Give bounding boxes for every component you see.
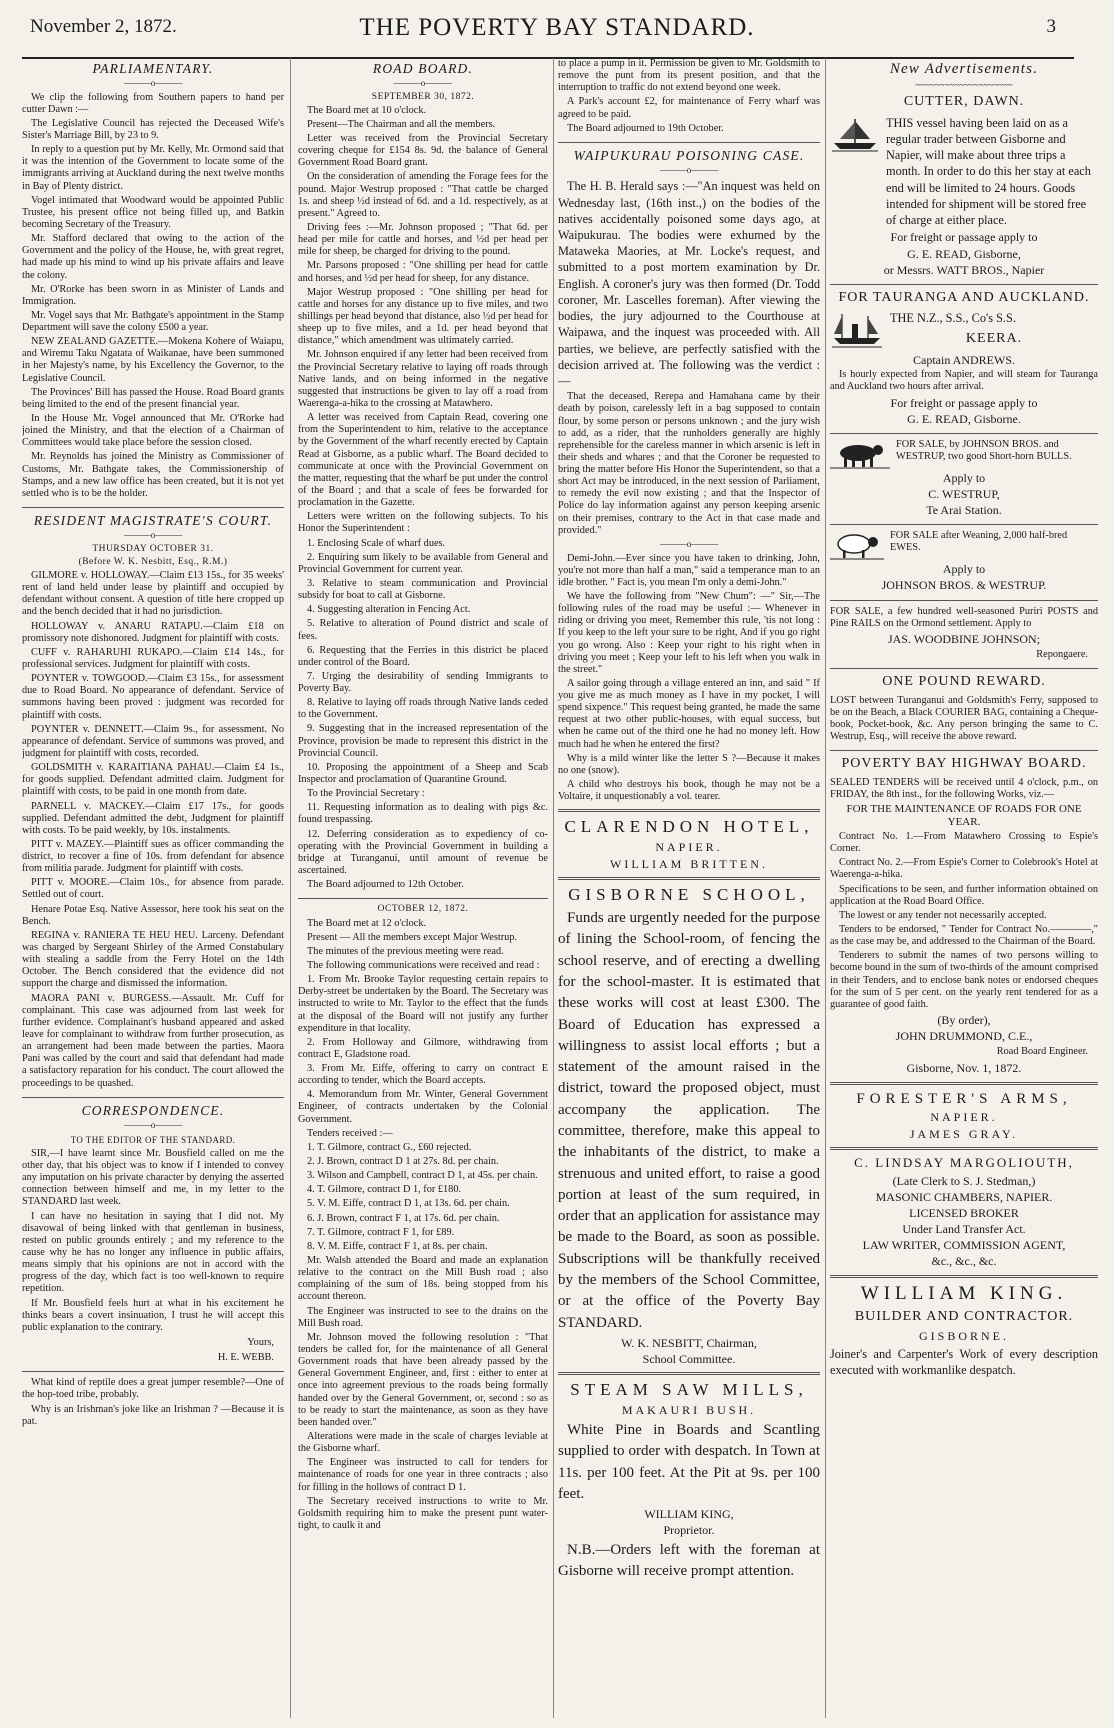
ad-note: N.B.—Orders left with the foreman at Gisborne will receive prompt attention. [558,1541,820,1579]
paragraph: A child who destroys his book, though he may not be a Voltaire, it unquestionably a vol. tearer. [558,779,820,803]
ad-line: Under Land Transfer Act. [902,1222,1026,1237]
paragraph: Mr. Reynolds has joined the Ministry as Commissioner of Customs, Mr. Bathgate takes, the Commissionership of Stamps, and a new law office has been created, but it is not yet settled who is to be the holder. [22,451,284,499]
ad-saw-mills [558,1381,820,1582]
paragraph: 7. T. Gilmore, contract F 1, for £89. [307,1226,455,1238]
ad-foresters-arms [830,1091,1098,1142]
paragraph: We have the following from "New Chum": —" Sir,—The following rules of the road may be useful :— Whenever in riding or driving you meet, Remember this rule, 'tis not long : If you keep to the left your sure to be right, And if you go right you go wrong. Also : Keep your right to his right when in driving you meet ; Keep your left to his left when you walk in the street." [558,590,820,675]
sheep-icon [830,530,884,560]
ad-contract: Contract No. 2.—From Espie's Corner to Colebrook's Hotel at Waerenga-a-hika. [830,857,1098,881]
column-3 [558,58,820,1718]
ad-line: (Late Clerk to S. J. Stedman,) [892,1173,1036,1188]
ad-text: Tenders to be endorsed, " Tender for Contract No.————," as the case may be, and addressed to the Chairman of the Board. [830,923,1098,948]
ad-rule [830,524,1098,525]
article-parliamentary [22,92,284,501]
ad-captain: Captain ANDREWS. [913,353,1015,368]
paragraph: 5. V. M. Eiffe, contract D 1, at 13s. 6d. per chain. [307,1198,510,1210]
article-road-board-october [298,918,548,1533]
ad-title: GISBORNE SCHOOL, [568,885,810,905]
ad-text-block [890,310,1098,351]
ad-text: The lowest or any tender not necessarily accepted. [839,909,1047,921]
ornament-divider: ~~~~~~~~~~~~~~~~~~~~ [915,79,1013,90]
ad-subtitle: FOR THE MAINTENANCE OF ROADS FOR ONE YEAR. [846,803,1082,829]
paragraph: Major Westrup proposed : "One shilling per head for cattle and horses for any distance up to five miles, and two shillings per head beyond that distance, also ½d per head for sheep up to five miles, and a 1d. per head beyond that distance," which amendment was ultimately carried. [298,286,548,347]
sailing-ship-icon [830,115,880,153]
paragraph: In the House Mr. Vogel announced that Mr. O'Rorke had joined the Ministry, and that the election of a Chairman of Committees would take place before the session closed. [22,413,284,449]
ad-agent: G. E. READ, Gisborne, [907,246,1021,261]
paragraph: I can have no hesitation in saying that I did not. My disavowal of being linked with that gentleman in business, rested on public grounds entirely ; and my reference to the cause why he has no longer any influence in public affairs, means simply that his opinions are not in accord with the progress of the day, which fact is too well-known to require repetition. [22,1210,284,1295]
meeting-date: OCTOBER 12, 1872. [377,904,469,915]
paragraph: 7. Urging the desirability of sending Immigrants to Poverty Bay. [298,670,548,695]
ad-subtitle: BUILDER AND CONTRACTOR. [854,1308,1074,1324]
column-2 [298,58,548,1718]
paragraph: The Board adjourned to 19th October. [567,122,724,134]
paragraph: GOLDSMITH v. KARAITIANA PAHAU.—Claim £4 1s., for goods supplied. Defendant admitted claim. Judgment for plaintiff with costs, to be paid in one month from date. [22,762,284,798]
paragraph: 4. Suggesting alteration in Fencing Act. [307,604,471,616]
ad-body [830,530,1098,560]
joke: What kind of reptile does a great jumper resemble?—One of the hop-toed tribe, probably. [22,1377,284,1401]
ad-title: STEAM SAW MILLS, [570,1380,808,1400]
paragraph: If Mr. Bousfield feels hurt at what in his excitement he thinks bears a covert insinuation, I trust he will accept this public explanation to the contrary. [22,1297,284,1333]
letter-signature: H. E. WEBB. [217,1352,274,1364]
ad-role: Road Board Engineer. [996,1046,1088,1058]
paragraph: A letter was received from Captain Read, covering one from the Superintendent to him, relative to the acceptance by the Government of the wharf recently erected by Captain Read at Gisborne, as a public wharf. The Board decided to communicate at once with the Provincial Government on the matter, requesting that the wharf be put under the control of the Board ; and that a scale of fees be forwarded for proclamation in the Gazette. [298,412,548,509]
ad-rule [558,809,820,812]
joke: Why is an Irishman's joke like an Irishman ? —Because it is pat. [22,1403,284,1427]
ad-place: NAPIER. [655,840,723,855]
paragraph: Mr. Johnson moved the following resolution : "That tenders be called for, for the maintenance of all General Government roads that have been already passed by the General Government Engineer, and, first : either to enter at once into agreement previous to the roads being formally handed over by the General Government, or, second : so as to be ready to start the maintenance, as soon as they have been handed over." [298,1331,548,1428]
ad-name: C. WESTRUP, [928,486,1000,501]
ad-title: POVERTY BAY HIGHWAY BOARD. [841,756,1087,772]
ad-title: CUTTER, DAWN. [903,94,1025,110]
paragraph: The H. B. Herald says :—"An inquest was held on Wednesday last, (16th inst.,) on the bodies of the natives accidentally poisoned some days ago, at Waipukurau. The bodies were exhumed by the Mataweka Maories, at Mr. Locke's request, and submitted to a post mortem examination by Dr. English. A coroner's jury was then formed (Dr. Todd coroner, Mr. Lascelles foreman). After viewing the bodies, the jury adjourned to the Courthouse at Waipawa, and the inquest was proceeded with. All parties, we believe, are perfectly satisfied with the decision arrived at. The following was the verdict :— [558,179,820,388]
newspaper-title: THE POVERTY BAY STANDARD. [359,14,755,41]
ad-text: FOR SALE after Weaning, 2,000 half-bred EWES. [890,530,1068,554]
paragraph: We clip the following from Southern papers to hand per cutter Dawn :— [22,91,284,115]
ad-cutter-dawn [830,94,1098,277]
paragraph: POYNTER v. TOWGOOD.—Claim £3 15s., for assessment due to Road Board. No appearance of defendant. Service of summons having been proved : judgment was recorded for plaintiff with costs. [22,673,284,721]
paragraph: Tenders received :— [307,1127,393,1139]
paragraph: A sailor going through a village entered an inn, and said " If you give me as much money as I have in my pocket, I will spend sixpence." This request being granted, he made the same request at two other public-houses, with equal success, but when he came out of the third one he had no money left. How much had he when he entered the first? [558,677,820,750]
ad-text: Funds are urgently needed for the purpose of lining the School-room, of fencing the school reserve, and of erecting a dwelling for the school-master. It is estimated that these works will cost at least £300. The Board of Education has expressed a willingness to assist local efforts ; but a statement of the amount raised in the district, toward the proposed object, must accompany the application. The committee, therefore, make this appeal to the inhabitants of the district, to make a strenuous and united effort, to raise a good portion at least of the sum required, in order that an application for assistance may be made to the Board, as soon as possible. Subscriptions will be thankfully received by the members of the School Committee, or at the office of the Poverty Bay STANDARD. [558,910,820,1331]
ad-gisborne-school [558,886,820,1366]
section-heading-new-advertisements: New Advertisements. [889,61,1039,77]
ad-bulls [830,439,1098,517]
paragraph: 4. Memorandum from Mr. Winter, General Government Engineer, of contracts undertaken by the Colonial Government. [298,1089,548,1125]
paragraph: REGINA v. RANIERA TE HEU HEU. Larceny. Defendant was charged by Sergeant Shirley of the Armed Constabulary with stealing a saddle from the Ferry Hotel on the 14th October. The Bench considered that the evidence did not support the charge and dismissed the information. [22,929,284,990]
page-number: 3 [1046,16,1056,37]
ad-signature: WILLIAM KING, [644,1507,734,1522]
article-court [22,570,284,1090]
paragraph: Mr. Vogel says that Mr. Bathgate's appointment in the Stamp Department will save the colony £500 a year. [22,309,284,334]
paragraph: 5. Relative to alteration of Pound district and scale of fees. [298,618,548,642]
ad-rule [830,433,1098,434]
paragraph: 1. T. Gilmore, contract G., £60 rejected. [307,1141,472,1153]
ad-text: SEALED TENDERS will be received until 4 o'clock, p.m., on FRIDAY, the 8th inst., for the following Works, viz.— [830,776,1098,800]
ad-text: Is hourly expected from Napier, and will steam for Tauranga and Auckland two hours after arrival. [830,369,1098,393]
ad-signature: W. K. NESBITT, Chairman, [621,1335,757,1350]
letter-closing: Yours, [247,1336,274,1348]
paragraph: In reply to a question put by Mr. Kelly, Mr. Ormond said that it was the intention of the Government to locate some of the immigrants arriving at Auckland during the next twelve months in Bay of Plenty district. [22,144,284,192]
ad-name: JOHNSON BROS. & WESTRUP. [881,578,1047,593]
paragraph: 9. Suggesting that in the increased representation of the Province, provision be made to represent this district in the Provincial Council. [298,723,548,759]
paragraph: Demi-John.—Ever since you have taken to drinking, John, you're not more than half a man," said a temperance man to an idle brother. " Fact is, you mean I'm only a demi-John." [558,552,820,588]
ad-owner: JAMES GRAY. [909,1127,1019,1142]
steamship-icon [830,310,884,350]
paragraph: 8. V. M. Eiffe, contract F 1, at 8s. per chain. [307,1240,488,1252]
ad-text: White Pine in Boards and Scantling supplied to order with despatch. In Town at 11s. per 100 feet. At the Pit at 9s. per 100 feet. [558,1422,820,1502]
ad-ewes [830,530,1098,592]
ad-rule [830,1082,1098,1085]
letter-address: TO THE EDITOR OF THE STANDARD. [70,1135,236,1146]
ornament-divider: ———o——— [659,164,719,175]
ad-text: THIS vessel having been laid on as a regular trader between Gisborne and Napier, will make about three trips a month. In order to do this her stay at each end will be limited to 24 hours. Goods intended for shipment will be stored free of charge at either place. [886,115,1091,228]
paragraph: HOLLOWAY v. ANARU RATAPU.—Claim £18 on promissory note dishonored. Judgment for plaintiff with costs. [22,620,284,644]
paragraph: 3. From Mr. Eiffe, offering to carry on contract E according to tender, which the Board accepts. [298,1063,548,1087]
paragraph: The Secretary received instructions to write to Mr. Goldsmith requiring him to make the present punt water-tight, to caulk it and [298,1495,548,1531]
paragraph: 6. J. Brown, contract F 1, at 17s. 6d. per chain. [307,1212,500,1224]
ad-clarendon-hotel [558,818,820,871]
paragraph: 1. Enclosing Scale of wharf dues. [307,537,446,549]
column-rule [825,58,826,1718]
paragraph: Mr. Walsh attended the Board and made an explanation relative to the contract on the Mill Bush road ; also complaining of the sum of 18s. being stopped from his account thereon. [298,1255,548,1303]
paragraph: The Legislative Council has rejected the Deceased Wife's Sister's Marriage Bill, by 23 to 9. [22,117,284,141]
paragraph: to place a pump in it. Permission be given to Mr. Goldsmith to remove the punt from its present position, and that the interruption to traffic do not extend beyond one week. [558,58,820,94]
ad-title: FORESTER'S ARMS, [856,1090,1072,1107]
ad-text: Tenderers to submit the names of two persons willing to become bound in the sum of two-thirds of the amount comprised in their Tenders, and to enclose bank notes or endorsed cheques for the sum of 5 per cent. on the yearly rent tendered for as a guarantee of good faith. [830,950,1098,1010]
ornament-divider: ———o——— [123,1119,183,1130]
ad-contract: Contract No. 1.—From Matawhero Crossing to Espie's Corner. [830,830,1098,855]
paragraph: The Engineer was instructed to see to the drains on the Mill Bush road. [298,1305,548,1329]
ad-title: FOR TAURANGA AND AUCKLAND. [838,289,1090,305]
paragraph: 2. Enquiring sum likely to be available from General and Provincial Government for current year. [298,551,548,575]
paragraph: The Provinces' Bill has passed the House. Road Board grants being limited to the end of the present financial year. [22,386,284,410]
ad-place: MAKAURI BUSH. [621,1402,757,1417]
ad-lindsay-margoliouth [830,1156,1098,1268]
ad-text: FOR SALE, by JOHNSON BROS. and WESTRUP, two good Short-horn BULLS. [896,438,1072,462]
ship-name: KEERA. [965,330,1023,346]
ad-line: &c., &c., &c. [931,1254,997,1269]
ad-signature-role: School Committee. [642,1352,736,1367]
column-rule [553,58,554,1718]
ad-rule [830,1275,1098,1278]
ad-line: MASONIC CHAMBERS, NAPIER. [875,1189,1053,1204]
ad-text: LOST between Turanganui and Goldsmith's Ferry, supposed to be on the Beach, a Black COURIER BAG, containing a Cheque-book, Pocket-book, &c. Any person bringing the same to C. Westrup, Esq., will receive the above reward. [830,694,1098,743]
paragraph: The Board adjourned to 12th October. [307,879,464,891]
paragraph: The following communications were received and read : [307,959,540,971]
ad-signature-role: Proprietor. [663,1523,715,1538]
paragraph: Henare Potae Esq. Native Assessor, here took his seat on the Bench. [22,903,284,927]
paragraph: POYNTER v. DENNETT.—Claim 9s., for assessment. No appearance of defendant. Service of summons was proved, and judgment for plaintiff with costs, recorded. [22,723,284,759]
paragraph: Present—The Chairman and all the members. [307,118,496,130]
ad-rule [558,877,820,880]
ad-line: LAW WRITER, COMMISSION AGENT, [862,1238,1066,1253]
ad-name: JOHN DRUMMOND, C.E., [895,1029,1033,1044]
section-heading-road-board: ROAD BOARD. [372,61,474,76]
paragraph: Mr. Johnson enquired if any letter had been received from the Provincial Secretary relative to laying off roads through Native lands, and on being informed in the negative suggested that instructions be given to lay off a road from Waerenga-a-hika to the crossing at Matawhero. [298,349,548,409]
paragraph: Alterations were made in the scale of charges leviable at the Gisborne wharf. [298,1431,548,1455]
ad-title: CLARENDON HOTEL, [564,817,814,837]
section-heading-parliamentary: PARLIAMENTARY. [92,61,214,76]
ad-order: (By order), [937,1012,991,1027]
paragraph: 2. From Holloway and Gilmore, withdrawing from contract E, Gladstone road. [298,1036,548,1060]
section-heading-poisoning: WAIPUKURAU POISONING CASE. [573,147,805,163]
paragraph: 3. Relative to steam communication and Provincial subsidy for boat to call at Gisborne. [298,577,548,602]
paragraph: A Park's account £2, for maintenance of Ferry wharf was agreed to be paid. [558,96,820,120]
ad-place: Te Arai Station. [926,503,1002,518]
ad-line: For freight or passage apply to [890,230,1038,245]
paragraph: Vogel intimated that Woodward would be appointed Public Trustee, his present office not being filled up, and Batkin becoming Secretary of the Treasury. [22,194,284,230]
ad-body [830,439,1098,469]
paragraph: The Board met at 10 o'clock. [307,104,427,116]
paragraph: 6. Requesting that the Ferries in this district be placed under control of the Board. [298,644,548,668]
paragraph: Why is a mild winter like the letter S ?—Because it makes no one (snow). [558,752,820,776]
paragraph: Mr. Parsons proposed : "One shilling per head for cattle and horses, and ½d per head for sheep, for any distance. [298,260,548,284]
column-1 [22,58,284,1718]
ad-line: For freight or passage apply to [890,395,1038,410]
ad-text: THE N.Z., S.S., Co's S.S. [890,311,1016,326]
paragraph: 2. J. Brown, contract D 1 at 27s. 8d. per chain. [307,1156,499,1168]
issue-date: November 2, 1872. [30,16,177,37]
paragraph: Letters were written on the following subjects. To his Honor the Superintendent : [298,511,548,535]
paragraph: That the deceased, Rerepa and Hamahana came by their death by poison, carelessly left in a bag supposed to contain flour, by some person or persons unknown ; and the jury wish to add, as a rider, that the runholders generally are highly reprehensible for the careless manner in which arsenic is left in their sheds and whares ; and that the Coroner be requested to bring the matter before His Honor the Superintendent, so that a short Act may be introduced, in the next session of Parliament, to remedy the evil now existing ; and that the Inspector of Police do lay information against any person keeping arsenic on their premises, contrary to the Act in that case made and provided." [558,391,820,536]
paragraph: 8. Relative to laying off roads through Native lands ceded to the Government. [298,697,548,721]
section-heading-correspondence: CORRESPONDENCE. [81,1102,225,1118]
paragraph: 3. Wilson and Campbell, contract D 1, at 45s. per chain. [307,1170,538,1182]
ad-rule [830,284,1098,285]
column-4 [830,58,1098,1718]
section-rule [558,142,820,143]
ad-owner: WILLIAM BRITTEN. [610,857,768,872]
article-correspondence [22,1148,284,1364]
ad-place: Repongaere. [1036,649,1088,661]
meeting-date: SEPTEMBER 30, 1872. [371,91,475,102]
ornament-divider: ———o——— [123,77,183,88]
ad-text: Specifications to be seen, and further information obtained on application at the Road Board Office. [830,883,1098,907]
ad-rule [830,750,1098,751]
ad-highway-board [830,756,1098,1075]
ad-rule [830,668,1098,669]
paragraph: 4. T. Gilmore, contract D 1, for £180. [307,1184,462,1196]
ad-place: GISBORNE. [918,1329,1009,1344]
ad-text: FOR SALE, a few hundred well-seasoned Puriri POSTS and Pine RAILS on the Ormond settlement. Apply to [830,605,1098,629]
paragraph: Mr. Stafford declared that owing to the action of the Government and the policy of the House, he, with great regret, had made up his mind to wind up his private affairs and leave the colony. [22,233,284,281]
paragraph: PITT v. MAZEY.—Plaintiff sues as officer commanding the district, to recover a fine of 10s. from defendant for absence from militia parade. Judgment for plaintiff with costs. [22,838,284,875]
paragraph: PITT v. MOORE.—Claim 10s., for absence from parade. Settled out of court. [22,877,284,901]
paragraph: On the consideration of amending the Forage fees for the pound. Major Westrup proposed : "That cattle be charged 1s. and sheep ½d instead of 6d. and a 1d. respectively, as at present." Agreed to. [298,171,548,219]
paragraph: NEW ZEALAND GAZETTE.—Mokena Kohere of Waiapu, and Wiremu Taku Ngatata of Waikanae, have been summoned in her Majesty's name, by his Excellency the Governor, to the Legislative Council. [22,336,284,384]
section-heading-court: RESIDENT MAGISTRATE'S COURT. [33,513,273,529]
ad-agent: G. E. READ, Gisborne. [907,411,1021,426]
ad-title: ONE POUND REWARD. [882,674,1046,690]
ad-name: JAS. WOODBINE JOHNSON; [887,631,1041,646]
ad-line: Apply to [942,470,986,485]
masthead [0,0,1114,50]
ad-rule [830,600,1098,601]
ad-body [830,115,1098,229]
paragraph: 1. From Mr. Brooke Taylor requesting certain repairs to Derby-street be undertaken by the Board. The Secretary was instructed to write to Mr. Taylor to the effect that the funds at the disposal of the Board will not justify any further expenditure in that locality. [298,974,548,1034]
court-date: THURSDAY OCTOBER 31. [92,543,214,554]
ad-date: Gisborne, Nov. 1, 1872. [906,1061,1022,1076]
paragraph: Driving fees :—Mr. Johnson proposed ; "That 6d. per head per mile for cattle and horses, and ½d per head per mile for sheep, be charged for driving to the pound. [298,222,548,258]
court-before: (Before W. K. Nesbitt, Esq., R.M.) [78,556,228,567]
section-rule [22,1371,284,1372]
ad-line: Apply to [942,562,986,577]
paragraph: MAORA PANI v. BURGESS.—Assault. Mr. Cuff for complainant. This case was adjourned from last week for further evidence. Complainant's husband appeared and asked leave for complainant to withdraw from further prosecution, as an arrangement had been made between the parties. Maora Pani was called by the court and said that defendant had made a satisfactory reparation for his conduct. The court allowed the proceedings to be quashed. [22,992,284,1089]
paragraph: Mr. O'Rorke has been sworn in as Minister of Lands and Immigration. [22,283,284,307]
paragraph: Letter was received from the Provincial Secretary covering cheque for £154 8s. 9d. the balance of General Government Road Board grant. [298,133,548,169]
article-road-board [298,105,548,892]
ad-title: WILLIAM KING. [860,1282,1068,1304]
paragraph: The minutes of the previous meeting were read. [307,945,504,957]
ad-rule [558,1372,820,1375]
paragraph: The Board met at 12 o'clock. [307,917,427,929]
ad-text: Joiner's and Carpenter's Work of every description executed with workmanlike despatch. [830,1347,1098,1378]
ad-rule [830,1147,1098,1150]
paragraph: 11. Requesting information as to dealing with pigs &c. found trespassing. [298,802,548,826]
ad-body [830,310,1098,351]
paragraph: 12. Deferring consideration as to expediency of co-operating with the Provincial Government in building a bridge at Turanganui, until amount of revenue be ascertained. [298,828,548,877]
paragraph: Present — All the members except Major Westrup. [307,931,518,943]
paragraph: To the Provincial Secretary : [307,788,425,800]
section-rule [298,898,548,899]
ad-william-king [830,1284,1098,1379]
paragraph: CUFF v. RAHARUHI RUKAPO.—Claim £14 14s., for professional services. Judgment for plaintiff with costs. [22,646,284,670]
ad-line: LICENSED BROKER [909,1205,1019,1220]
section-rule [22,1097,284,1098]
ornament-divider: ———o——— [123,529,183,540]
ad-title: C. LINDSAY MARGOLIOUTH, [854,1155,1074,1171]
ornament-divider: ———o——— [393,77,453,88]
ad-posts [830,606,1098,662]
section-rule [22,507,284,508]
bull-icon [830,439,890,469]
paragraph: PARNELL v. MACKEY.—Claim £17 17s., for goods supplied. Defendant admitted the debt, Judgment for plaintiff with costs. To be paid weekly, by 10s. instalments. [22,800,284,836]
ad-tauranga [830,290,1098,426]
ad-place: NAPIER. [930,1110,998,1125]
paragraph: GILMORE v. HOLLOWAY.—Claim £13 15s., for 35 weeks' rent of land held under lease by plaintiff and occupied by defendant without consent. A question of title here cropped up and the bench decided that it had no jurisdiction. [22,569,284,618]
paragraph: SIR,—I have learnt since Mr. Bousfield called on me the other day, that his object was to know if I intended to convey any imputation on his private character by denying the asserted connection between himself and me, in my letter to the STANDARD last week. [22,1147,284,1208]
column-rule [290,58,291,1718]
paragraph: The Engineer was instructed to call for tenders for maintenance of roads for one year in three contracts ; also for filling in the hollows of contract D 1. [298,1457,548,1493]
paragraph: 10. Proposing the appointment of a Sheep and Scab Inspector and proclamation of Quarantine Ground. [298,761,548,786]
ad-agent: or Messrs. WATT BROS., Napier [883,262,1045,277]
ornament-divider: ———o——— [659,538,719,549]
ad-reward [830,674,1098,743]
